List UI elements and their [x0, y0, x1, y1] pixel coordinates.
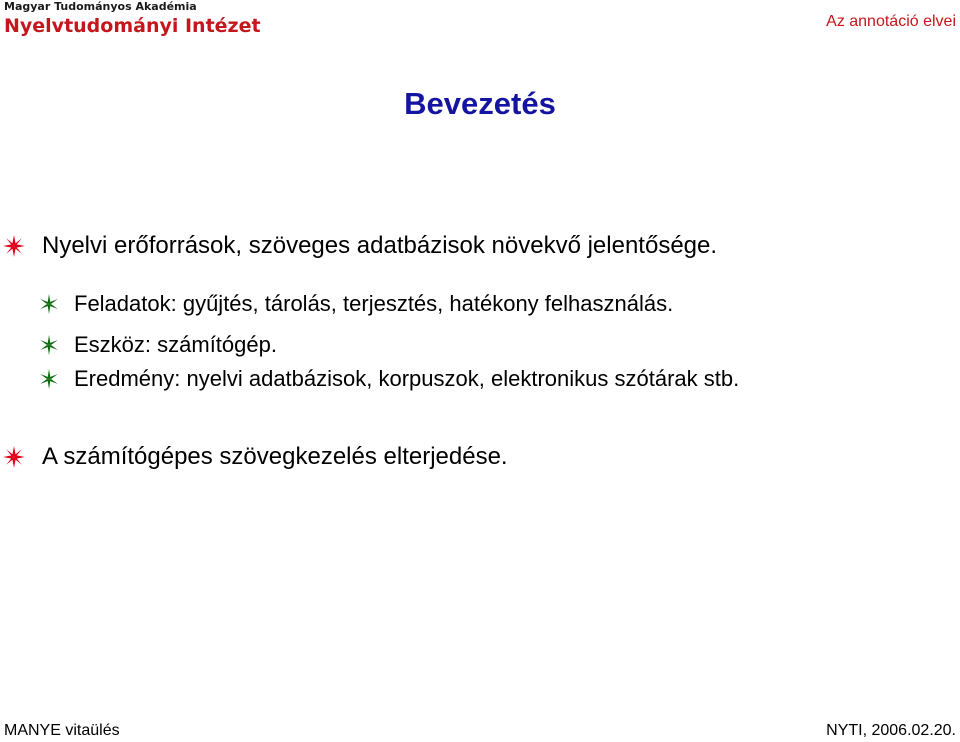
logo-institute-line: Nyelvtudományi Intézet: [4, 15, 261, 37]
sub-bullet-text-2: Eszköz: számítógép.: [74, 332, 277, 357]
footer-date: NYTI, 2006.02.20.: [826, 722, 956, 739]
sub-bullet-item-2: [38, 332, 277, 358]
bullet-text-2: A számítógépes szövegkezelés elterjedése.: [42, 443, 508, 470]
header-section-title: Az annotáció elvei: [826, 13, 956, 30]
bullet-item-2: [2, 443, 508, 471]
footer-event: MANYE vitaülés: [4, 722, 120, 739]
sub-bullet-text-3: Eredmény: nyelvi adatbázisok, korpuszok, elektronikus szótárak stb.: [74, 366, 740, 391]
red-asterisk-star-icon: [2, 445, 26, 469]
institute-logo: [4, 0, 261, 39]
green-six-point-star-icon: [38, 334, 60, 356]
slide-title: Bevezetés: [404, 86, 556, 121]
green-six-point-star-icon: [38, 368, 60, 390]
red-asterisk-star-icon: [2, 234, 26, 258]
bullet-item-1: [2, 232, 717, 260]
logo-academy-line: Magyar Tudományos Akadémia: [4, 0, 197, 13]
green-six-point-star-icon: [38, 293, 60, 315]
sub-bullet-item-3: [38, 366, 739, 392]
bullet-text-1: Nyelvi erőforrások, szöveges adatbázisok növekvő jelentősége.: [42, 232, 718, 259]
sub-bullet-text-1: Feladatok: gyűjtés, tárolás, terjesztés, hatékony felhasználás.: [74, 291, 674, 316]
sub-bullet-item-1: [38, 291, 673, 317]
